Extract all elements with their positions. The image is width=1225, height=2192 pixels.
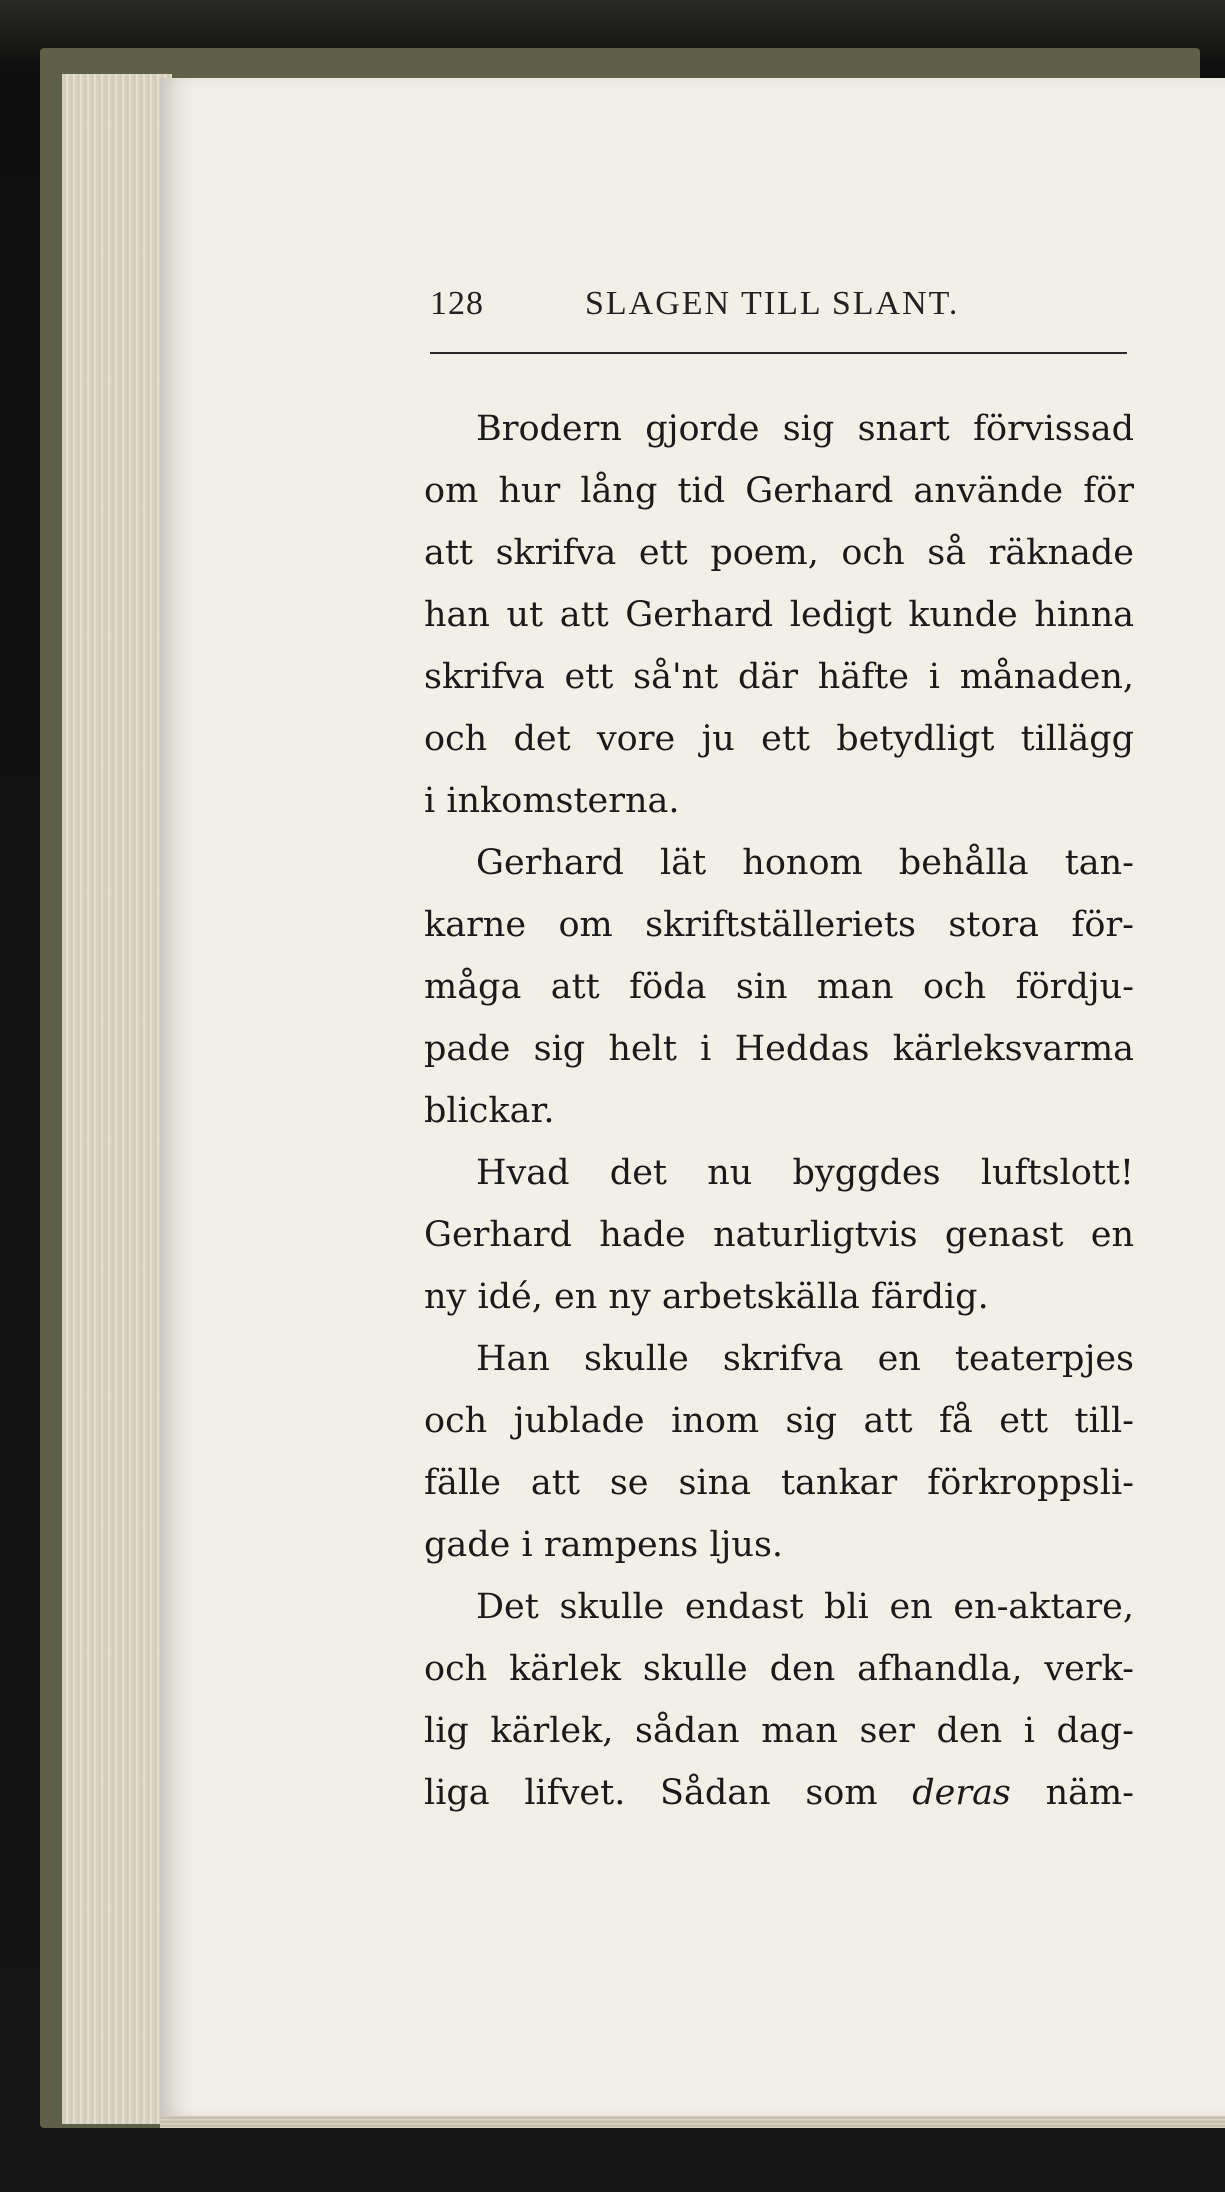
text-line: pade sig helt i Heddas kärleksvarma: [424, 1029, 1134, 1069]
text-line: karne om skriftställeriets stora för-: [424, 905, 1134, 945]
page-header: [430, 285, 1130, 329]
text-line: Brodern gjorde sig snart förvissad: [476, 409, 1134, 449]
text-line: lig kärlek, sådan man ser den i dag-: [424, 1711, 1134, 1751]
text-line: Gerhard lät honom behålla tan-: [476, 843, 1134, 883]
text-line-last: [424, 1762, 1134, 1824]
page-edges: [62, 74, 172, 2124]
text-line: om hur lång tid Gerhard använde för: [424, 471, 1134, 511]
text-line: och det vore ju ett betydligt tillägg: [424, 719, 1134, 759]
text-line: gade i rampens ljus.: [424, 1525, 784, 1565]
text-line: blickar.: [424, 1091, 555, 1131]
text-line: i inkomsterna.: [424, 781, 680, 821]
text-line: han ut att Gerhard ledigt kunde hinna: [424, 595, 1134, 635]
body-text: [424, 398, 1134, 1824]
text-line: ny idé, en ny arbetskälla färdig.: [424, 1277, 989, 1317]
text-line: Gerhard hade naturligtvis genast en: [424, 1215, 1134, 1255]
text-line: Han skulle skrifva en teaterpjes: [476, 1339, 1134, 1379]
page-bottom-edge: [160, 2116, 1225, 2128]
text-line: måga att föda sin man och fördju-: [424, 967, 1134, 1007]
text-line: att skrifva ett poem, och så räknade: [424, 533, 1134, 573]
running-title: SLAGEN TILL SLANT.: [585, 285, 960, 322]
page-number: 128: [430, 285, 484, 322]
italic-word: deras: [912, 1773, 1011, 1813]
text-line: och kärlek skulle den afhandla, verk-: [424, 1649, 1134, 1689]
text-line: Det skulle endast bli en en-aktare,: [476, 1587, 1134, 1627]
text-segment: näm-: [1010, 1773, 1134, 1813]
text-line: och jublade inom sig att få ett till-: [424, 1401, 1134, 1441]
text-segment: liga lifvet. Sådan som: [424, 1773, 913, 1813]
header-rule: [430, 352, 1127, 354]
text-line: fälle att se sina tankar förkroppsli-: [424, 1463, 1134, 1503]
text-line: skrifva ett så'nt där häfte i månaden,: [424, 657, 1134, 697]
text-line: Hvad det nu byggdes luftslott!: [476, 1153, 1134, 1193]
